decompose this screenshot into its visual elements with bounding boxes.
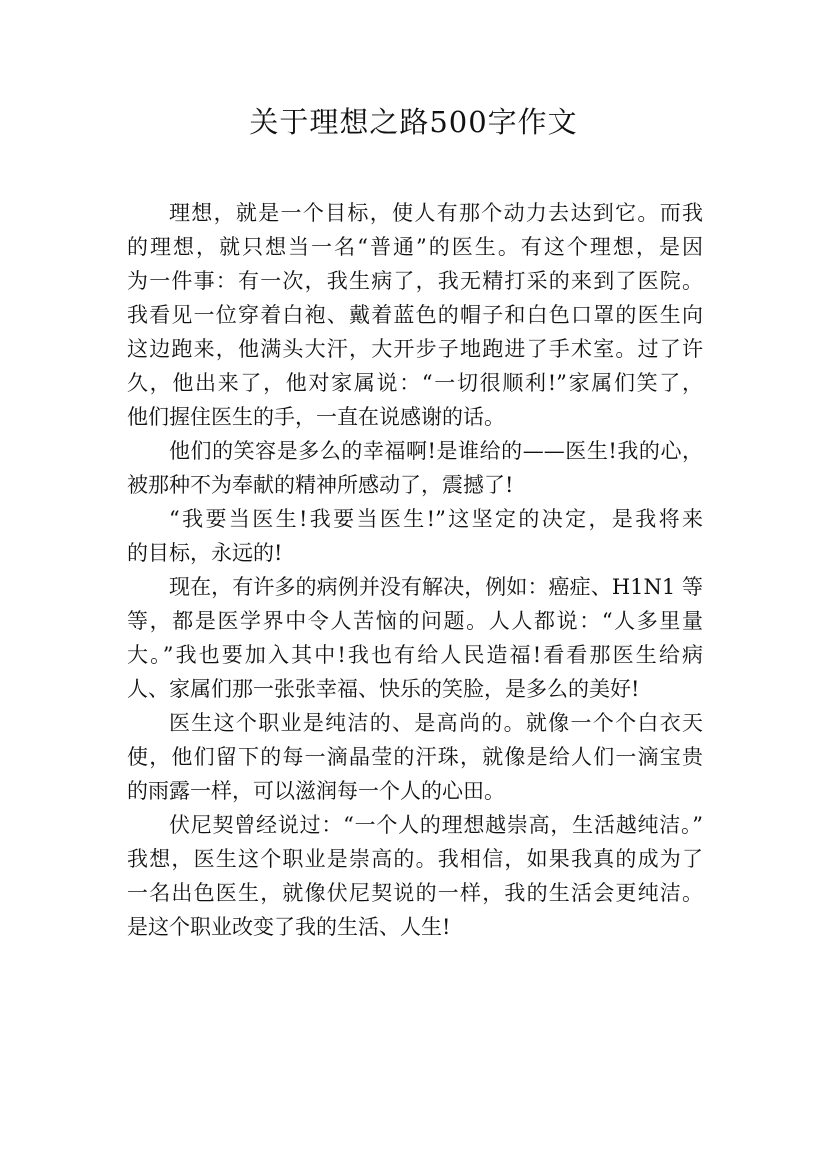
- text-line: 等，都是医学界中令人苦恼的问题。人人都说：“人多里量: [127, 609, 703, 633]
- text-line: 是这个职业改变了我的生活、人生!: [127, 915, 451, 939]
- text-line: 的雨露一样，可以滋润每一个人的心田。: [127, 779, 505, 803]
- text-line: 被那种不为奉献的精神所感动了，震撼了!: [127, 473, 514, 497]
- text-line: 人、家属们那一张张幸福、快乐的笑脸，是多么的美好!: [127, 677, 640, 701]
- text-line: 这边跑来，他满头大汗，大开步子地跑进了手术室。过了许: [127, 337, 703, 361]
- text-line: 大。”我也要加入其中!我也有给人民造福!看看那医生给病: [127, 643, 703, 667]
- text-line: “我要当医生!我要当医生!”这坚定的决定，是我将来: [169, 507, 703, 531]
- text-line: 为一件事：有一次，我生病了，我无精打采的来到了医院。: [127, 269, 703, 293]
- text-line: 我看见一位穿着白袍、戴着蓝色的帽子和白色口罩的医生向: [127, 303, 703, 327]
- text-line: 的目标，永远的!: [127, 541, 283, 565]
- text-line: 我想，医生这个职业是崇高的。我相信，如果我真的成为了: [127, 847, 703, 871]
- text-line: 久，他出来了，他对家属说：“一切很顺利!”家属们笑了，: [127, 371, 703, 395]
- text-line: 他们握住医生的手，一直在说感谢的话。: [127, 405, 505, 429]
- text-line: 伏尼契曾经说过：“一个人的理想越崇高，生活越纯洁。”: [169, 813, 703, 837]
- text-line: 他们的笑容是多么的幸福啊!是谁给的——医生!我的心，: [169, 439, 703, 463]
- text-line: 医生这个职业是纯洁的、是高尚的。就像一个个白衣天: [169, 711, 703, 735]
- text-line: 现在，有许多的病例并没有解决，例如：癌症、H1N1 等: [169, 575, 703, 599]
- text-line: 一名出色医生，就像伏尼契说的一样，我的生活会更纯洁。: [127, 881, 703, 905]
- essay-body: [127, 196, 703, 944]
- document-title: 关于理想之路500字作文: [249, 105, 578, 139]
- text-line: 的理想，就只想当一名“普通”的医生。有这个理想，是因: [127, 235, 703, 259]
- text-line: 使，他们留下的每一滴晶莹的汗珠，就像是给人们一滴宝贵: [127, 745, 703, 769]
- text-line: 理想，就是一个目标，使人有那个动力去达到它。而我: [169, 201, 703, 225]
